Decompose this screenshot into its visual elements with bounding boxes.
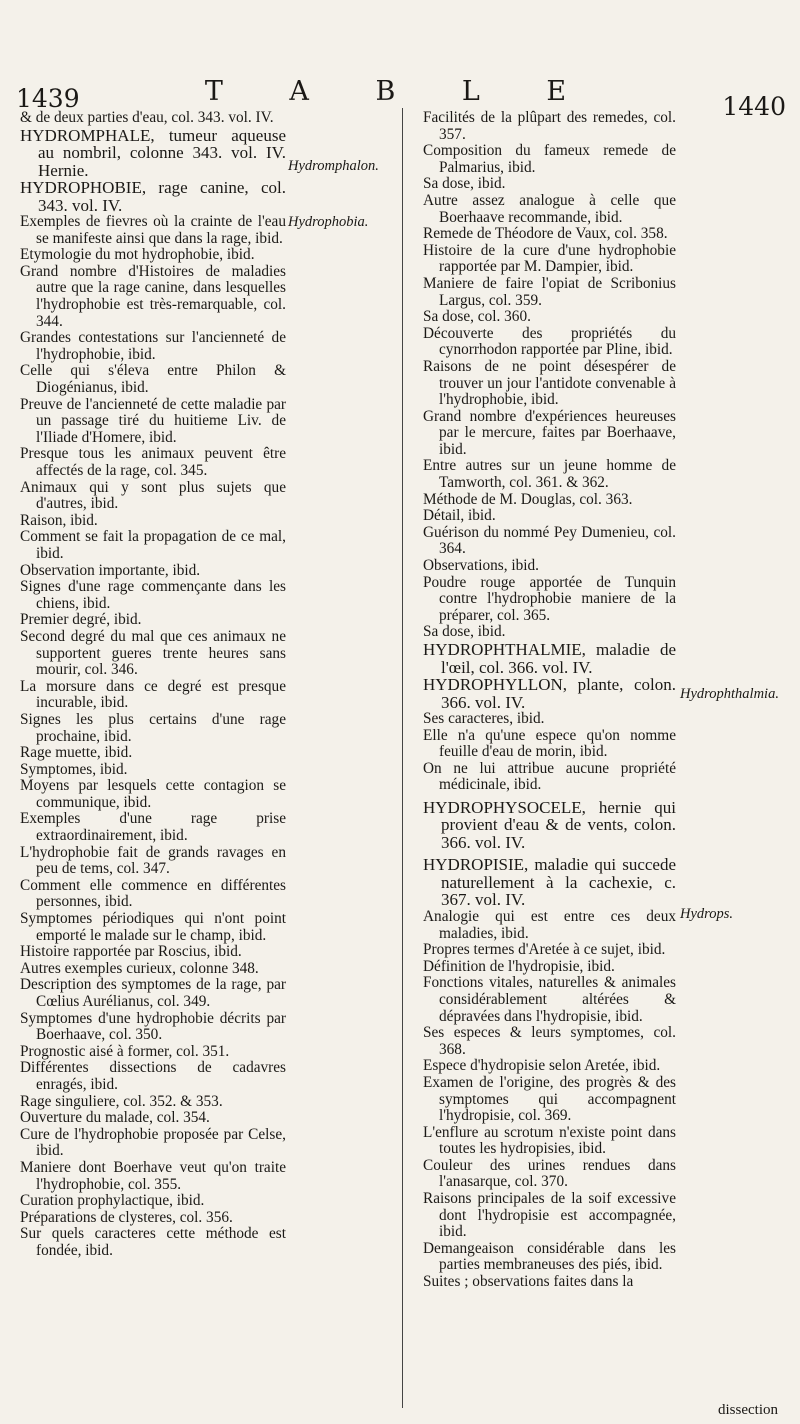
index-entry: Grand nombre d'Histoires de maladies autre que la rage canine, dans lesquelles l'hydrophobie est très-remarquable, col. 344. — [20, 262, 286, 330]
catchword: dissection — [718, 1402, 778, 1418]
index-entry: La morsure dans ce degré est presque incurable, ibid. — [20, 677, 286, 712]
index-entry: L'hydrophobie fait de grands ravages en peu de tems, col. 347. — [20, 843, 286, 878]
index-entry: Exemples de fievres où la crainte de l'eau se manifeste ainsi que dans la rage, ibid. — [20, 213, 286, 247]
index-entry: On ne lui attribue aucune propriété médicinale, ibid. — [423, 759, 676, 794]
index-entry: Ses caracteres, ibid. — [423, 710, 545, 727]
running-title: T A B L E — [204, 76, 596, 107]
index-entry: Entre autres sur un jeune homme de Tamworth, col. 361. & 362. — [423, 457, 676, 492]
index-entry: Suites ; observations faites dans la — [423, 1273, 634, 1291]
index-entry: Couleur des urines rendues dans l'anasarque, col. 370. — [423, 1156, 676, 1191]
index-entry: Histoire de la cure d'une hydrophobie rapportée par M. Dampier, ibid. — [423, 241, 676, 276]
index-entry: Observations, ibid. — [423, 557, 539, 575]
index-entry: Composition du fameux remede de Palmarius, ibid. — [423, 142, 676, 176]
index-entry: Rage singuliere, col. 352. & 353. — [20, 1092, 223, 1110]
index-entry: Exemples d'une rage prise extraordinairement, ibid. — [20, 810, 286, 845]
index-entry: Préparations de clysteres, col. 356. — [20, 1208, 233, 1226]
index-entry: Premier degré, ibid. — [20, 611, 142, 629]
column-divider — [402, 108, 403, 1408]
index-entry: Curation prophylactique, ibid. — [20, 1192, 205, 1210]
index-entry: Signes les plus certains d'une rage prochaine, ibid. — [20, 710, 286, 745]
index-entry: Second degré du mal que ces animaux ne supportent gueres trente heures sans mourir, col. 346. — [20, 627, 286, 679]
index-entry: Poudre rouge apportée de Tunquin contre l'hydrophobie maniere de la préparer, col. 365. — [423, 573, 676, 624]
index-entry: Méthode de M. Douglas, col. 363. — [423, 490, 633, 508]
index-entry: Ouverture du malade, col. 354. — [20, 1109, 210, 1127]
index-entry: Etymologie du mot hydrophobie, ibid. — [20, 246, 255, 264]
index-entry: Définition de l'hydropisie, ibid. — [423, 957, 615, 975]
index-entry: Examen de l'origine, des progrès & des symptomes qui accompagnent l'hydropisie, col. 369. — [423, 1073, 676, 1125]
index-entry: Symptomes, ibid. — [20, 760, 128, 778]
index-entry: Comment elle commence en différentes personnes, ibid. — [20, 876, 286, 911]
index-entry: Elle n'a qu'une espece qu'on nomme feuille d'eau de morin, ibid. — [423, 726, 676, 761]
index-entry: Autre assez analogue à celle que Boerhaave recommande, ibid. — [423, 191, 676, 226]
index-entry: HYDROPHYLLON, plante, colon. 366. vol. IV. — [423, 675, 676, 712]
index-entry: Symptomes périodiques qui n'ont point emporté le malade sur le champ, ibid. — [20, 910, 286, 944]
index-entry: Signes d'une rage commençante dans les chiens, ibid. — [20, 578, 286, 612]
index-entry: L'enflure au scrotum n'existe point dans toutes les hydropisies, ibid. — [423, 1123, 676, 1158]
index-entry: Celle qui s'éleva entre Philon & Diogénianus, ibid. — [20, 362, 286, 397]
index-entry: Ses especes & leurs symptomes, col. 368. — [423, 1024, 676, 1058]
page-number-right: 1440 — [722, 92, 786, 121]
index-entry: HYDROPHTHALMIE, maladie de l'œil, col. 366. vol. IV. — [423, 640, 676, 677]
index-entry: Espece d'hydropisie selon Aretée, ibid. — [423, 1057, 661, 1075]
index-entry: Raisons de ne point désespérer de trouver un jour l'antidote convenable à l'hydrophobie, ibid. — [423, 357, 676, 409]
index-entry: Analogie qui est entre ces deux maladies, ibid. — [423, 907, 676, 942]
index-entry: Détail, ibid. — [423, 507, 496, 525]
index-entry: Symptomes d'une hydrophobie décrits par Boerhaave, col. 350. — [20, 1009, 286, 1044]
margin-note-hydromphalon: Hydromphalon. — [288, 158, 379, 174]
column-left — [20, 110, 286, 1260]
index-entry: Preuve de l'ancienneté de cette maladie par un passage tiré du huitieme Liv. de l'Iliade d'Homere, ibid. — [20, 395, 286, 446]
index-entry: Fonctions vitales, naturelles & animales considérablement altérées & dépravées dans l'hydropisie, ibid. — [423, 974, 676, 1025]
index-entry: Histoire rapportée par Roscius, ibid. — [20, 943, 242, 961]
index-entry: Sa dose, col. 360. — [423, 308, 531, 326]
index-entry: & de deux parties d'eau, col. 343. vol. IV. — [20, 109, 274, 126]
index-entry: Grandes contestations sur l'ancienneté de l'hydrophobie, ibid. — [20, 329, 286, 363]
index-entry: Raison, ibid. — [20, 511, 98, 529]
index-entry: Remede de Théodore de Vaux, col. 358. — [423, 225, 668, 243]
column-right — [423, 110, 676, 1291]
index-entry: HYDROPHYSOCELE, hernie qui provient d'eau & de vents, colon. 366. vol. IV. — [423, 797, 676, 852]
page-number-left: 1439 — [16, 84, 80, 113]
index-entry: HYDROPHOBIE, rage canine, col. 343. vol. IV. — [20, 178, 286, 215]
index-entry: Demangeaison considérable dans les parties membraneuses des piés, ibid. — [423, 1239, 676, 1274]
index-entry: Description des symptomes de la rage, par Cœlius Aurélianus, col. 349. — [20, 976, 286, 1010]
index-entry: Facilités de la plûpart des remedes, col. 357. — [423, 109, 676, 143]
index-entry: Différentes dissections de cadavres enragés, ibid. — [20, 1059, 286, 1093]
index-entry: Cure de l'hydrophobie proposée par Celse, ibid. — [20, 1125, 286, 1160]
index-entry: Grand nombre d'expériences heureuses par le mercure, faites par Boerhaave, ibid. — [423, 407, 676, 458]
index-entry: Moyens par lesquels cette contagion se communique, ibid. — [20, 777, 286, 811]
index-entry: HYDROMPHALE, tumeur aqueuse au nombril, colonne 343. vol. IV. Hernie. — [20, 125, 286, 180]
index-entry: Autres exemples curieux, colonne 348. — [20, 959, 259, 977]
index-entry: Sur quels caracteres cette méthode est fondée, ibid. — [20, 1225, 286, 1259]
index-entry: Comment se fait la propagation de ce mal, ibid. — [20, 528, 286, 562]
index-entry: Maniere de faire l'opiat de Scribonius Largus, col. 359. — [423, 274, 676, 309]
index-entry: Sa dose, ibid. — [423, 175, 506, 193]
index-entry: Guérison du nommé Pey Dumenieu, col. 364. — [423, 523, 676, 558]
index-entry: Animaux qui y sont plus sujets que d'autres, ibid. — [20, 478, 286, 513]
index-entry: Raisons principales de la soif excessive dont l'hydropisie est accompagnée, ibid. — [423, 1190, 676, 1241]
index-entry: Rage muette, ibid. — [20, 744, 133, 762]
index-entry: Maniere dont Boerhave veut qu'on traite l'hydrophobie, col. 355. — [20, 1158, 286, 1193]
margin-note-hydrophobia: Hydrophobia. — [288, 214, 369, 230]
index-entry: Sa dose, ibid. — [423, 623, 506, 641]
index-entry: Propres termes d'Aretée à ce sujet, ibid. — [423, 941, 666, 959]
index-entry: Observation importante, ibid. — [20, 561, 201, 579]
index-entry: Presque tous les animaux peuvent être affectés de la rage, col. 345. — [20, 445, 286, 479]
margin-note-hydrops: Hydrops. — [680, 906, 734, 922]
index-entry: HYDROPISIE, maladie qui succede naturellement à la cachexie, c. 367. vol. IV. — [423, 855, 676, 910]
index-entry: Prognostic aisé à former, col. 351. — [20, 1042, 230, 1060]
index-entry: Découverte des propriétés du cynorrhodon rapportée par Pline, ibid. — [423, 324, 676, 359]
margin-note-hydrophthalmia: Hydrophthalmia. — [680, 686, 779, 702]
